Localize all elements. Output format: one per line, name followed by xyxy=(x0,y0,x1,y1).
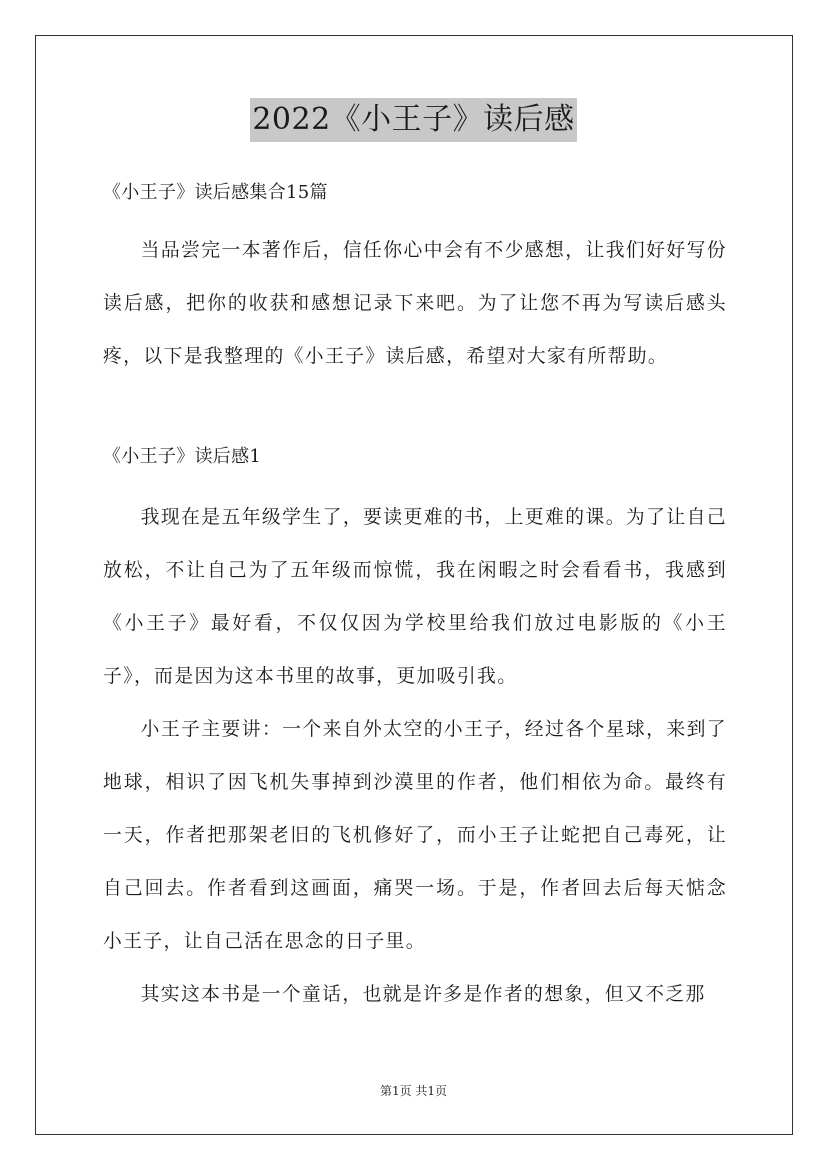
page-number-label: 第1页 共1页 xyxy=(379,1084,448,1098)
document-body xyxy=(103,176,727,1021)
section-paragraph: 其实这本书是一个童话，也就是许多是作者的想象，但又不乏那 xyxy=(140,984,706,1005)
document-title: 2022《小王子》读后感 xyxy=(250,98,576,142)
section-heading: 《小王子》读后感1 xyxy=(103,446,262,467)
section-paragraph: 小王子主要讲：一个来自外太空的小王子，经过各个星球，来到了地球，相识了因飞机失事掉到沙漠里的作者，他们相依为命。最终有一天，作者把那架老旧的飞机修好了，而小王子让蛇把自己毒死，让自己回去。作者看到这画面，痛哭一场。于是，作者回去后每天惦念小王子，让自己活在思念的日子里。 xyxy=(103,719,727,952)
document-subtitle: 《小王子》读后感集合15篇 xyxy=(103,182,328,203)
intro-paragraph: 当品尝完一本著作后，信任你心中会有不少感想，让我们好好写份读后感，把你的收获和感想记录下来吧。为了让您不再为写读后感头疼，以下是我整理的《小王子》读后感，希望对大家有所帮助。 xyxy=(103,240,727,367)
page-footer xyxy=(0,1083,827,1099)
title-container xyxy=(0,98,827,142)
section-paragraph: 我现在是五年级学生了，要读更难的书，上更难的课。为了让自己放松，不让自己为了五年级而惊慌，我在闲暇之时会看看书，我感到《小王子》最好看，不仅仅因为学校里给我们放过电影版的《小王子》，而是因为这本书里的故事，更加吸引我。 xyxy=(103,507,727,687)
